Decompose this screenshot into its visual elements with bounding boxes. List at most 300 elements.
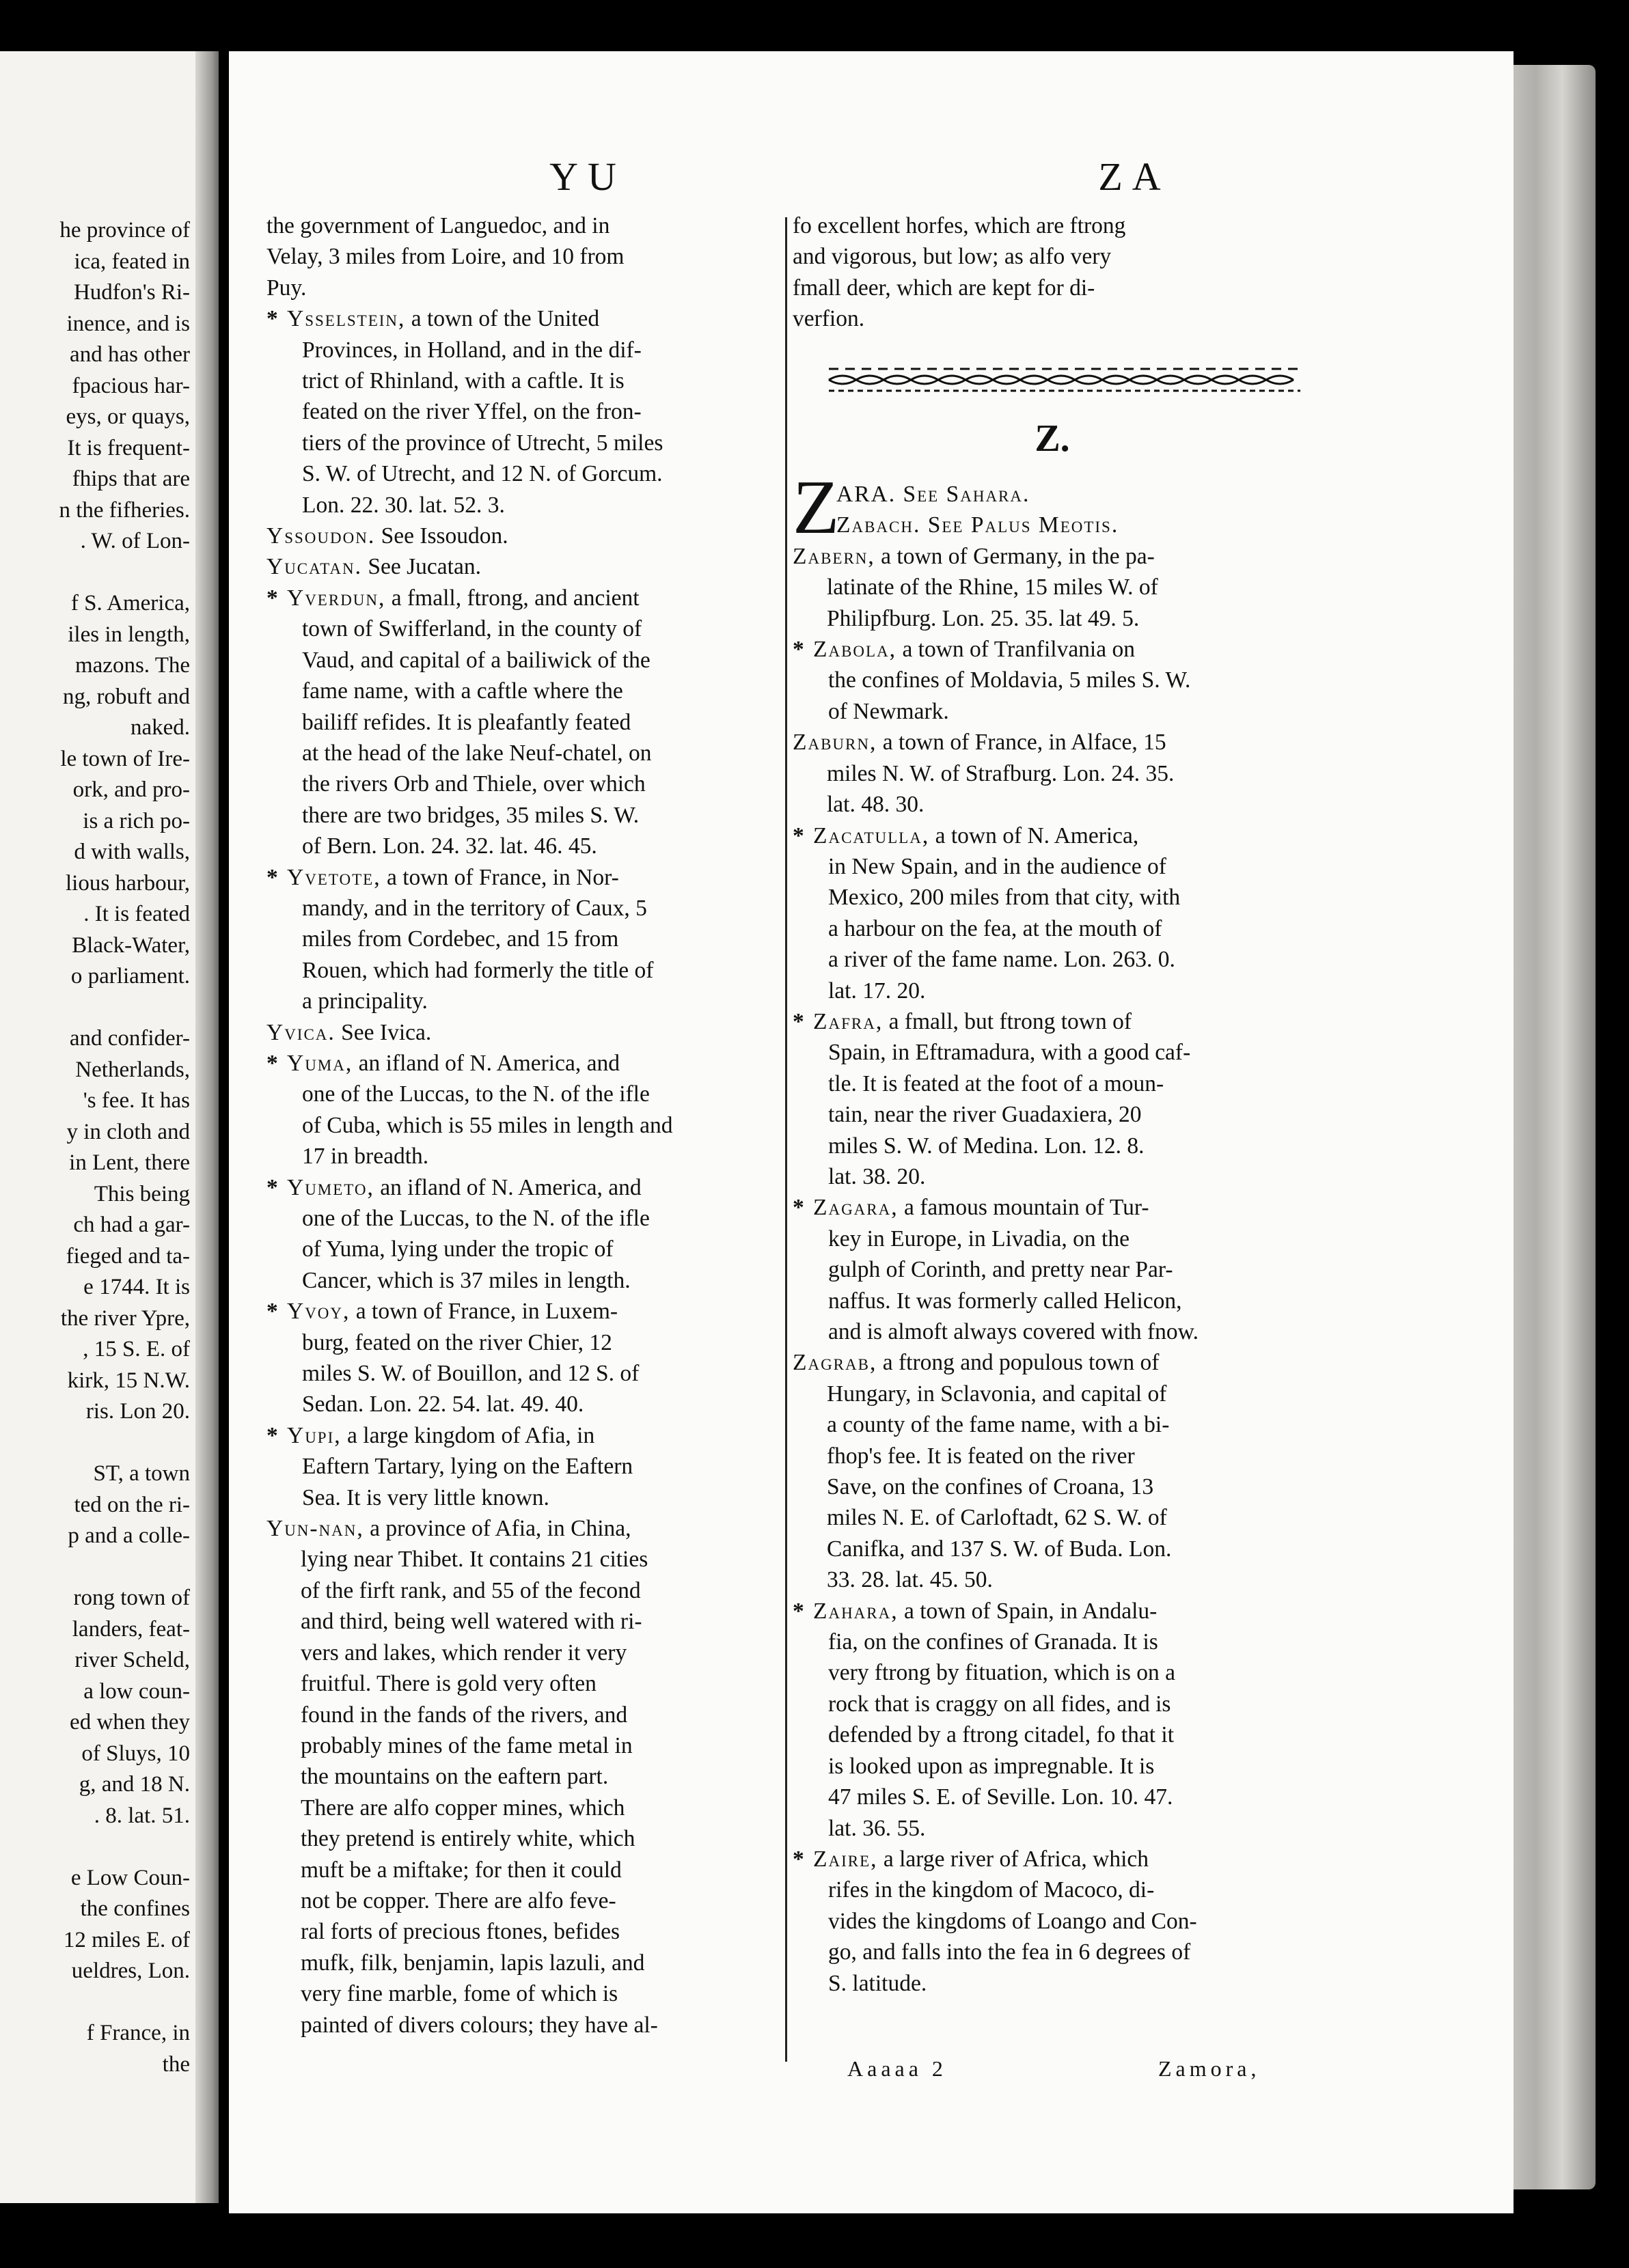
entry-line bbox=[793, 572, 1312, 603]
entry-line bbox=[266, 428, 793, 458]
entry-text: a river of the fame name. Lon. 263. 0. bbox=[828, 947, 1175, 973]
drop-capital: Z bbox=[793, 465, 840, 551]
fragment-line: the confines bbox=[80, 1896, 190, 1921]
entry-text: miles from Cordebec, and 15 from bbox=[302, 926, 619, 952]
dictionary-entry bbox=[266, 210, 793, 303]
entry-line bbox=[266, 1606, 793, 1637]
entry-text: Eaftern Tartary, lying on the Eaftern bbox=[302, 1454, 633, 1480]
asterisk-mark: * bbox=[266, 1422, 278, 1448]
dictionary-entry bbox=[266, 303, 793, 521]
entry-text: Sedan. Lon. 22. 54. lat. 49. 40. bbox=[302, 1392, 584, 1418]
entry-text: very ftrong by fituation, which is on a bbox=[828, 1660, 1175, 1686]
entry-headword: Zagrab, bbox=[793, 1350, 877, 1376]
entry-headword: Yvica. bbox=[266, 1019, 336, 1045]
entry-line bbox=[266, 1017, 793, 1048]
entry-text: a town of Tranfilvania on bbox=[902, 637, 1135, 663]
entry-line bbox=[266, 1482, 793, 1513]
asterisk-mark: * bbox=[266, 1050, 278, 1076]
entry-headword: Yupi, bbox=[287, 1422, 342, 1448]
entry-line bbox=[793, 976, 1312, 1006]
entry-text: bailiff refides. It is pleafantly feated bbox=[302, 709, 631, 735]
facing-page-fragment bbox=[0, 51, 219, 2203]
fragment-line: ed when they bbox=[70, 1710, 190, 1734]
fragment-line: This being bbox=[94, 1181, 190, 1206]
right-column bbox=[793, 210, 1312, 1999]
entry-line bbox=[793, 1719, 1312, 1750]
entry-text: a town of France, in Luxem- bbox=[355, 1299, 618, 1325]
entry-line bbox=[266, 613, 793, 644]
entry-line bbox=[793, 1751, 1312, 1782]
entry-text: fmall deer, which are kept for di- bbox=[793, 275, 1095, 301]
fragment-line: mazons. The bbox=[74, 653, 190, 678]
entry-text: a province of Afia, in China, bbox=[370, 1516, 631, 1542]
entry-text: and is almoft always covered with fnow. bbox=[828, 1319, 1199, 1344]
entry-text: latinate of the Rhine, 15 miles W. of bbox=[827, 575, 1158, 600]
entry-line bbox=[793, 210, 1312, 241]
dictionary-entry bbox=[793, 1006, 1312, 1192]
entry-line bbox=[793, 1813, 1312, 1844]
entry-text: trict of Rhinland, with a caftle. It is bbox=[302, 368, 625, 394]
asterisk-mark: * bbox=[266, 864, 278, 890]
entry-text: miles S. W. of Medina. Lon. 12. 8. bbox=[828, 1133, 1145, 1159]
entry-line bbox=[793, 273, 1312, 303]
entry-text: S. latitude. bbox=[828, 1970, 927, 1996]
entry-headword: Zahara, bbox=[813, 1598, 899, 1624]
entry-line bbox=[793, 913, 1312, 944]
entry-line bbox=[793, 1006, 1312, 1037]
dictionary-entry bbox=[266, 862, 793, 1017]
entry-line bbox=[266, 1079, 793, 1109]
entry-line bbox=[793, 1471, 1312, 1502]
entry-headword: Zafra, bbox=[813, 1008, 884, 1034]
entry-line bbox=[793, 1099, 1312, 1130]
entry-line bbox=[266, 210, 793, 241]
entry-text: Spain, in Eftramadura, with a good caf- bbox=[828, 1040, 1191, 1066]
entry-text: one of the Luccas, to the N. of the ifle bbox=[302, 1206, 650, 1231]
entry-text: lat. 38. 20. bbox=[828, 1163, 926, 1189]
entry-text: key in Europe, in Livadia, on the bbox=[828, 1226, 1130, 1251]
entry-text: naffus. It was formerly called Helicon, bbox=[828, 1288, 1182, 1314]
dictionary-entry bbox=[793, 1844, 1312, 1999]
entry-headword: Zacatulla, bbox=[813, 822, 930, 848]
entry-line bbox=[836, 510, 1312, 540]
entry-text: a town of Spain, in Andalu- bbox=[904, 1598, 1158, 1624]
entry-line bbox=[266, 1265, 793, 1296]
entry-line bbox=[793, 1347, 1312, 1378]
entry-line bbox=[793, 1068, 1312, 1099]
fragment-line: p and a colle- bbox=[68, 1523, 190, 1548]
entry-line bbox=[793, 1534, 1312, 1564]
fragment-line: he province of bbox=[59, 218, 190, 243]
fragment-line: the bbox=[162, 2051, 190, 2077]
entry-headword: Zaburn, bbox=[793, 730, 877, 756]
fragment-line: ueldres, Lon. bbox=[71, 1959, 190, 1983]
entry-text: a fmall, ftrong, and ancient bbox=[391, 585, 640, 611]
fragment-line: It is frequent- bbox=[67, 435, 190, 460]
asterisk-mark: * bbox=[793, 1195, 804, 1221]
entry-line bbox=[793, 1596, 1312, 1627]
entry-text: Velay, 3 miles from Loire, and 10 from bbox=[266, 244, 625, 270]
asterisk-mark: * bbox=[266, 306, 278, 332]
entry-text: miles N. W. of Strafburg. Lon. 24. 35. bbox=[827, 760, 1175, 786]
fragment-line: the river Ypre, bbox=[60, 1305, 190, 1331]
entry-line bbox=[793, 1223, 1312, 1254]
entry-text: S. W. of Utrecht, and 12 N. of Gorcum. bbox=[302, 461, 663, 487]
entry-line bbox=[793, 1844, 1312, 1875]
entry-line bbox=[266, 1948, 793, 1978]
entry-text: Canifka, and 137 S. W. of Buda. Lon. bbox=[827, 1536, 1172, 1562]
entry-text: a large kingdom of Afia, in bbox=[347, 1422, 595, 1448]
entry-line bbox=[266, 986, 793, 1017]
fragment-line: fhips that are bbox=[72, 467, 190, 491]
entry-text: Philipfburg. Lon. 25. 35. lat 49. 5. bbox=[827, 605, 1140, 631]
fragment-line: . 8. lat. 51. bbox=[94, 1803, 190, 1828]
entry-line bbox=[793, 1627, 1312, 1657]
asterisk-mark: * bbox=[793, 1846, 804, 1872]
fragment-line bbox=[59, 1831, 190, 1863]
dictionary-entry bbox=[793, 1192, 1312, 1347]
entry-headword: Yun-nan, bbox=[266, 1516, 364, 1542]
dictionary-entry bbox=[266, 1420, 793, 1513]
entry-text: a town of France, in Nor- bbox=[386, 864, 619, 890]
entry-text: lat. 17. 20. bbox=[828, 978, 926, 1004]
entry-line bbox=[793, 727, 1312, 758]
entry-text: a county of the fame name, with a bi- bbox=[827, 1412, 1170, 1438]
entry-text: an ifland of N. America, and bbox=[380, 1174, 642, 1200]
entry-line bbox=[266, 800, 793, 831]
entry-line bbox=[266, 1296, 793, 1327]
entry-line bbox=[266, 1823, 793, 1854]
fragment-line: n the fifheries. bbox=[59, 497, 190, 523]
entry-headword: Zabern, bbox=[793, 543, 875, 569]
fragment-line: ng, robuft and bbox=[62, 684, 190, 709]
entry-text: fhop's fee. It is feated on the river bbox=[827, 1443, 1135, 1469]
entry-text: a fmall, but ftrong town of bbox=[888, 1008, 1132, 1034]
entry-line bbox=[266, 1172, 793, 1203]
entry-line bbox=[793, 634, 1312, 665]
entry-line bbox=[793, 1192, 1312, 1223]
entry-text: a large river of Africa, which bbox=[883, 1846, 1149, 1872]
dictionary-entry bbox=[266, 1296, 793, 1420]
dictionary-entry bbox=[793, 1347, 1312, 1595]
entry-line bbox=[793, 1502, 1312, 1533]
fragment-line: e Low Coun- bbox=[70, 1865, 190, 1890]
entry-text: burg, feated on the river Chier, 12 bbox=[302, 1329, 612, 1355]
entry-line bbox=[793, 1906, 1312, 1937]
entry-line bbox=[266, 1855, 793, 1885]
entry-line bbox=[266, 738, 793, 769]
entry-headword: Yvetote, bbox=[287, 864, 381, 890]
entry-line bbox=[793, 1968, 1312, 1999]
entry-text: See Jucatan. bbox=[368, 554, 481, 580]
entry-line bbox=[266, 924, 793, 954]
entry-line bbox=[793, 1564, 1312, 1595]
entry-text: a famous mountain of Tur- bbox=[904, 1195, 1149, 1221]
entry-line bbox=[266, 1203, 793, 1234]
entry-line bbox=[793, 1254, 1312, 1285]
left-column bbox=[266, 210, 793, 2041]
entry-text: See Issoudon. bbox=[381, 523, 508, 549]
entry-text: a town of Germany, in the pa- bbox=[881, 543, 1155, 569]
dictionary-entry bbox=[793, 1596, 1312, 1844]
entry-text: the mountains on the eaftern part. bbox=[301, 1764, 609, 1790]
entry-headword: Zabach. bbox=[836, 512, 921, 538]
book-spine bbox=[195, 51, 219, 2203]
entry-text: fia, on the confines of Granada. It is bbox=[828, 1629, 1158, 1655]
dictionary-entry bbox=[266, 1513, 793, 2041]
entry-line bbox=[266, 1451, 793, 1482]
fragment-line: . W. of Lon- bbox=[80, 529, 190, 553]
asterisk-mark: * bbox=[793, 1598, 804, 1624]
entry-line bbox=[793, 944, 1312, 975]
fragment-line: 12 miles E. of bbox=[63, 1927, 190, 1952]
entry-text: Vaud, and capital of a bailiwick of the bbox=[302, 647, 651, 673]
entry-headword: Zabola, bbox=[813, 637, 897, 663]
entry-text: painted of divers colours; they have al- bbox=[301, 2012, 658, 2038]
entry-line bbox=[266, 490, 793, 521]
dictionary-entry bbox=[793, 541, 1312, 634]
fragment-line: rong town of bbox=[73, 1586, 190, 1610]
entry-line bbox=[793, 241, 1312, 272]
fragment-line: ted on the ri- bbox=[74, 1492, 190, 1517]
entry-text: lat. 36. 55. bbox=[828, 1815, 926, 1841]
entry-text: 47 miles S. E. of Seville. Lon. 10. 47. bbox=[828, 1784, 1173, 1810]
entry-line bbox=[266, 458, 793, 489]
fragment-line: is a rich po- bbox=[83, 808, 190, 833]
entry-line bbox=[266, 676, 793, 706]
fragment-line: iles in length, bbox=[68, 622, 190, 647]
entry-line bbox=[793, 820, 1312, 851]
fragment-line: o parliament. bbox=[70, 964, 190, 988]
entry-line bbox=[266, 1048, 793, 1079]
entry-text: fo excellent horfes, which are ftrong bbox=[793, 213, 1126, 238]
entry-text: in New Spain, and in the audience of bbox=[828, 853, 1166, 879]
catchword: Zamora, bbox=[1158, 2056, 1261, 2081]
entry-text: Save, on the confines of Croana, 13 bbox=[827, 1474, 1154, 1500]
entry-text: muft be a miftake; for then it could bbox=[301, 1857, 622, 1883]
entry-text: gulph of Corinth, and pretty near Par- bbox=[828, 1257, 1173, 1283]
asterisk-mark: * bbox=[266, 1299, 278, 1325]
asterisk-mark: * bbox=[266, 585, 278, 611]
fragment-line: naked. bbox=[130, 715, 190, 740]
entry-line bbox=[266, 1358, 793, 1389]
facing-page-text bbox=[59, 215, 190, 2080]
entry-line bbox=[266, 2010, 793, 2041]
entry-line bbox=[793, 1131, 1312, 1161]
entry-text: vers and lakes, which render it very bbox=[301, 1640, 627, 1665]
entry-text: a principality. bbox=[302, 988, 428, 1014]
section-letter: Z. bbox=[1035, 417, 1070, 460]
entry-line bbox=[266, 303, 793, 334]
entry-text: a harbour on the fea, at the mouth of bbox=[828, 915, 1162, 941]
entry-line bbox=[793, 882, 1312, 913]
entry-text: Cancer, which is 37 miles in length. bbox=[302, 1267, 631, 1293]
asterisk-mark: * bbox=[793, 822, 804, 848]
entry-line bbox=[793, 303, 1312, 334]
fragment-line: y in cloth and bbox=[66, 1119, 190, 1144]
fragment-line bbox=[59, 1552, 190, 1584]
entry-line bbox=[266, 1420, 793, 1451]
entry-text: See Sahara. bbox=[896, 482, 1030, 508]
entry-line bbox=[266, 1978, 793, 2009]
entry-text: a town of the United bbox=[411, 306, 600, 332]
entry-line bbox=[793, 1875, 1312, 1905]
entry-text: found in the fands of the rivers, and bbox=[301, 1702, 628, 1728]
entry-headword: Zaire, bbox=[813, 1846, 878, 1872]
entry-text: See Ivica. bbox=[341, 1019, 432, 1045]
entry-headword: Yucatan. bbox=[266, 554, 363, 580]
fragment-line: Netherlands, bbox=[75, 1057, 190, 1082]
fragment-line: . It is feated bbox=[83, 902, 190, 926]
entry-line bbox=[266, 893, 793, 924]
entry-line bbox=[266, 583, 793, 613]
fragment-line bbox=[59, 1428, 190, 1459]
entry-line bbox=[836, 479, 1312, 510]
entry-text: a ftrong and populous town of bbox=[882, 1350, 1160, 1376]
entry-text: is looked upon as impregnable. It is bbox=[828, 1753, 1155, 1779]
entry-text: Puy. bbox=[266, 275, 307, 301]
entry-text: Rouen, which had formerly the title of bbox=[302, 957, 654, 983]
entry-line bbox=[793, 1161, 1312, 1192]
fragment-line: Black-Water, bbox=[72, 932, 190, 958]
dictionary-entry bbox=[266, 521, 793, 551]
dropcap-lines bbox=[836, 479, 1312, 541]
entry-text: There are alfo copper mines, which bbox=[301, 1795, 625, 1821]
entry-text: 17 in breadth. bbox=[302, 1144, 429, 1170]
fragment-line: and has other bbox=[70, 342, 190, 367]
running-head-right: ZA bbox=[1098, 154, 1171, 199]
dictionary-entry bbox=[793, 634, 1312, 727]
entry-text: and vigorous, but low; as alfo very bbox=[793, 244, 1112, 270]
entry-line bbox=[793, 1657, 1312, 1688]
entry-text: miles N. E. of Carloftadt, 62 S. W. of bbox=[827, 1505, 1167, 1531]
entry-text: See Palus Meotis. bbox=[920, 512, 1119, 538]
entry-line bbox=[793, 1689, 1312, 1719]
entry-line bbox=[793, 1316, 1312, 1347]
entry-line bbox=[266, 1793, 793, 1823]
entry-text: verfion. bbox=[793, 306, 865, 332]
entry-headword: Zagara, bbox=[813, 1195, 899, 1221]
entry-line bbox=[793, 665, 1312, 695]
dropcap-entries bbox=[793, 465, 1312, 551]
entry-text: tain, near the river Guadaxiera, 20 bbox=[828, 1102, 1142, 1128]
entry-headword: Ysselstein, bbox=[287, 306, 406, 332]
entry-line bbox=[266, 1575, 793, 1606]
entry-line bbox=[266, 1668, 793, 1699]
entry-line bbox=[266, 1389, 793, 1420]
entry-line bbox=[266, 645, 793, 676]
fragment-line: 's fee. It has bbox=[83, 1088, 190, 1113]
entry-line bbox=[266, 365, 793, 396]
entry-text: town of Swifferland, in the county of bbox=[302, 616, 642, 642]
entry-text: of the firft rank, and 55 of the fecond bbox=[301, 1577, 641, 1603]
entry-text: mandy, and in the territory of Caux, 5 bbox=[302, 895, 647, 921]
entry-line bbox=[266, 1761, 793, 1792]
entry-text: of Cuba, which is 55 miles in length and bbox=[302, 1112, 673, 1138]
entry-text: fame name, with a caftle where the bbox=[302, 678, 623, 704]
fragment-line: e 1744. It is bbox=[83, 1275, 190, 1299]
fragment-line: fpacious har- bbox=[72, 373, 190, 398]
entry-text: fruitful. There is gold very often bbox=[301, 1671, 597, 1697]
entry-line bbox=[266, 335, 793, 365]
fragment-line: lious harbour, bbox=[66, 870, 190, 896]
entry-text: of Newmark. bbox=[828, 698, 949, 724]
entry-line bbox=[793, 1286, 1312, 1316]
entry-text: tiers of the province of Utrecht, 5 miles bbox=[302, 430, 663, 456]
running-head-left: YU bbox=[549, 154, 626, 199]
entry-line bbox=[266, 862, 793, 893]
entry-line bbox=[266, 396, 793, 427]
entry-line bbox=[793, 1379, 1312, 1409]
entry-line bbox=[266, 1141, 793, 1172]
fragment-line: river Scheld, bbox=[74, 1648, 190, 1672]
right-entries bbox=[793, 541, 1312, 1999]
dictionary-entry bbox=[266, 551, 793, 582]
entry-line bbox=[793, 1441, 1312, 1471]
dictionary-entry bbox=[266, 1048, 793, 1172]
fragment-line bbox=[59, 557, 190, 589]
fragment-line: ris. Lon 20. bbox=[85, 1399, 190, 1424]
asterisk-mark: * bbox=[793, 637, 804, 663]
continuation-entry bbox=[793, 210, 1312, 335]
entry-line bbox=[793, 541, 1312, 572]
entry-line bbox=[266, 1544, 793, 1575]
entry-text: a town of N. America, bbox=[935, 822, 1139, 848]
entry-headword: Yssoudon. bbox=[266, 523, 376, 549]
entry-text: Lon. 22. 30. lat. 52. 3. bbox=[302, 492, 505, 518]
entry-text: very fine marble, fome of which is bbox=[301, 1981, 618, 2007]
entry-line bbox=[793, 789, 1312, 820]
entry-line bbox=[793, 1782, 1312, 1812]
fragment-line: f France, in bbox=[86, 2021, 190, 2045]
fragment-line: inence, and is bbox=[66, 311, 190, 336]
fragment-line: ch had a gar- bbox=[73, 1213, 190, 1237]
fragment-line: ica, feated in bbox=[74, 249, 190, 274]
entry-text: go, and falls into the fea in 6 degrees of bbox=[828, 1939, 1191, 1965]
entry-line bbox=[266, 521, 793, 551]
entry-text: the rivers Orb and Thiele, over which bbox=[302, 771, 646, 797]
fragment-line: g, and 18 N. bbox=[79, 1772, 190, 1797]
entry-text: 33. 28. lat. 45. 50. bbox=[827, 1567, 993, 1593]
asterisk-mark: * bbox=[266, 1174, 278, 1200]
dictionary-entry bbox=[266, 583, 793, 862]
entry-line bbox=[266, 1700, 793, 1730]
entry-text: vides the kingdoms of Loango and Con- bbox=[828, 1908, 1197, 1934]
entry-text: lying near Thibet. It contains 21 cities bbox=[301, 1547, 648, 1573]
entry-line bbox=[266, 1637, 793, 1668]
entry-text: of Yuma, lying under the tropic of bbox=[302, 1236, 614, 1262]
dictionary-entry bbox=[793, 820, 1312, 1006]
entry-line bbox=[793, 758, 1312, 789]
entry-text: and third, being well watered with ri- bbox=[301, 1609, 642, 1635]
entry-text: tle. It is feated at the foot of a moun- bbox=[828, 1070, 1164, 1096]
entry-text: the confines of Moldavia, 5 miles S. W. bbox=[828, 667, 1191, 693]
entry-text: lat. 48. 30. bbox=[827, 792, 925, 818]
entry-text: probably mines of the fame metal in bbox=[301, 1732, 633, 1758]
entry-text: an ifland of N. America, and bbox=[358, 1050, 620, 1076]
entry-line bbox=[793, 851, 1312, 882]
entry-line bbox=[266, 707, 793, 738]
entry-text: the government of Languedoc, and in bbox=[266, 213, 610, 238]
entry-headword: Yvoy, bbox=[287, 1299, 351, 1325]
fragment-line: a low coun- bbox=[83, 1678, 190, 1704]
fragment-line bbox=[59, 993, 190, 1024]
fragment-line: in Lent, there bbox=[69, 1150, 190, 1175]
entry-line bbox=[266, 551, 793, 582]
entry-headword: Yuma, bbox=[287, 1050, 353, 1076]
entry-text: miles S. W. of Bouillon, and 12 S. of bbox=[302, 1361, 640, 1387]
entry-text: a town of France, in Alface, 15 bbox=[882, 730, 1166, 756]
